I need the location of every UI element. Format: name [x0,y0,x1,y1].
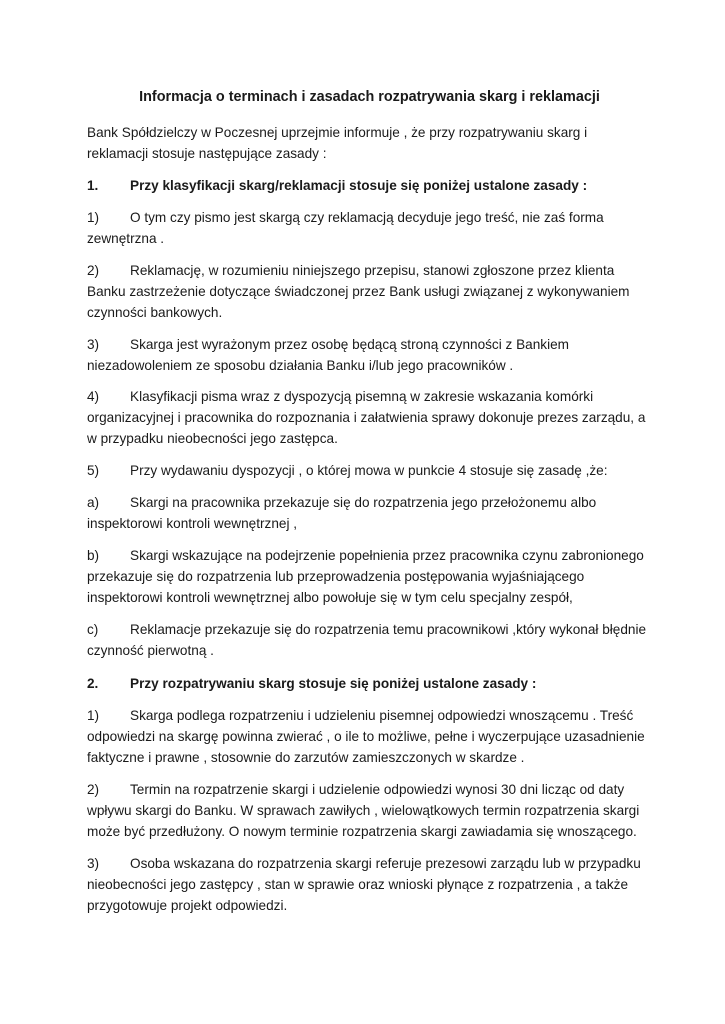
item-text: Osoba wskazana do rozpatrzenia skargi referuje prezesowi zarządu lub w przypadku nieobecności jego zastępcy , stan w sprawie oraz wnioski płynące z rozpatrzenia , a także przygotowuje projekt odpowiedzi. [87,856,641,913]
item-marker: 2) [87,782,100,797]
section-1-item [87,545,652,608]
section-2-heading [87,673,652,694]
item-text: Skarga jest wyrażonym przez osobę będącą stroną czynności z Bankiem niezadowoleniem ze sposobu działania Banku i/lub jego pracowników . [87,337,569,373]
item-text: Klasyfikacji pisma wraz z dyspozycją pisemną w zakresie wskazania komórki organizacyjnej i pracownika do rozpoznania i załatwienia sprawy dokonuje prezes zarządu, a w przypadku nieobecności jego zastępca. [87,389,646,446]
item-text: Skargi wskazujące na podejrzenie popełnienia przez pracownika czynu zabronionego przekazuje się do rozpatrzenia lub przeprowadzenia postępowania wyjaśniającego inspektorowi kontroli wewnętrznej albo powołuje się w tym celu specjalny zespół, [87,548,644,605]
section-2-number: 2. [87,676,99,691]
section-1-item [87,460,652,481]
section-1-heading [87,175,652,196]
document-page [87,0,652,1024]
item-text: Termin na rozpatrzenie skargi i udzielenie odpowiedzi wynosi 30 dni licząc od daty wpływu skargi do Banku. W sprawach zawiłych , wielowątkowych termin rozpatrzenia skargi może być przedłużony. O nowym terminie rozpatrzenia skargi zawiadamia się wnoszącego. [87,782,640,839]
item-marker: 4) [87,389,100,404]
section-1-item [87,334,652,376]
item-marker: a) [87,495,100,510]
section-1-item [87,207,652,249]
section-2-item [87,853,652,916]
item-marker: c) [87,622,99,637]
section-1-number: 1. [87,178,99,193]
item-text: Skargi na pracownika przekazuje się do rozpatrzenia jego przełożonemu albo inspektorowi kontroli wewnętrznej , [87,495,597,531]
item-marker: 2) [87,263,100,278]
section-1-item [87,619,652,661]
section-2-heading-text: Przy rozpatrywaniu skarg stosuje się poniżej ustalone zasady : [130,676,537,691]
section-1-item [87,492,652,534]
item-marker: 3) [87,856,100,871]
item-text: Skarga podlega rozpatrzeniu i udzieleniu pisemnej odpowiedzi wnoszącemu . Treść odpowiedzi na skargę powinna zwierać , o ile to możliwe, pełne i wyczerpujące uzasadnienie faktyczne i prawne , stosownie do zarzutów zamieszczonych w skardze . [87,708,645,765]
item-text: Przy wydawaniu dyspozycji , o której mowa w punkcie 4 stosuje się zasadę ,że: [130,463,608,478]
intro-paragraph: Bank Spółdzielczy w Poczesnej uprzejmie informuje , że przy rozpatrywaniu skarg i reklamacji stosuje następujące zasady : [87,125,588,161]
item-marker: b) [87,548,100,563]
section-2-item [87,779,652,842]
document-title: Informacja o terminach i zasadach rozpatrywania skarg i reklamacji [139,89,600,105]
item-marker: 1) [87,210,100,225]
section-1-item [87,386,652,449]
item-text: Reklamację, w rozumieniu niniejszego przepisu, stanowi zgłoszone przez klienta Banku zastrzeżenie dotyczące świadczonej przez Bank usługi związanej z wykonywaniem czynności bankowych. [87,263,630,320]
section-1-item [87,260,652,323]
item-marker: 5) [87,463,100,478]
item-marker: 1) [87,708,100,723]
item-text: Reklamacje przekazuje się do rozpatrzenia temu pracownikowi ,który wykonał błędnie czynność pierwotną . [87,622,647,658]
section-1-heading-text: Przy klasyfikacji skarg/reklamacji stosuje się poniżej ustalone zasady : [130,178,588,193]
item-text: O tym czy pismo jest skargą czy reklamacją decyduje jego treść, nie zaś forma zewnętrzna . [87,210,604,246]
section-2-item [87,705,652,768]
item-marker: 3) [87,337,100,352]
